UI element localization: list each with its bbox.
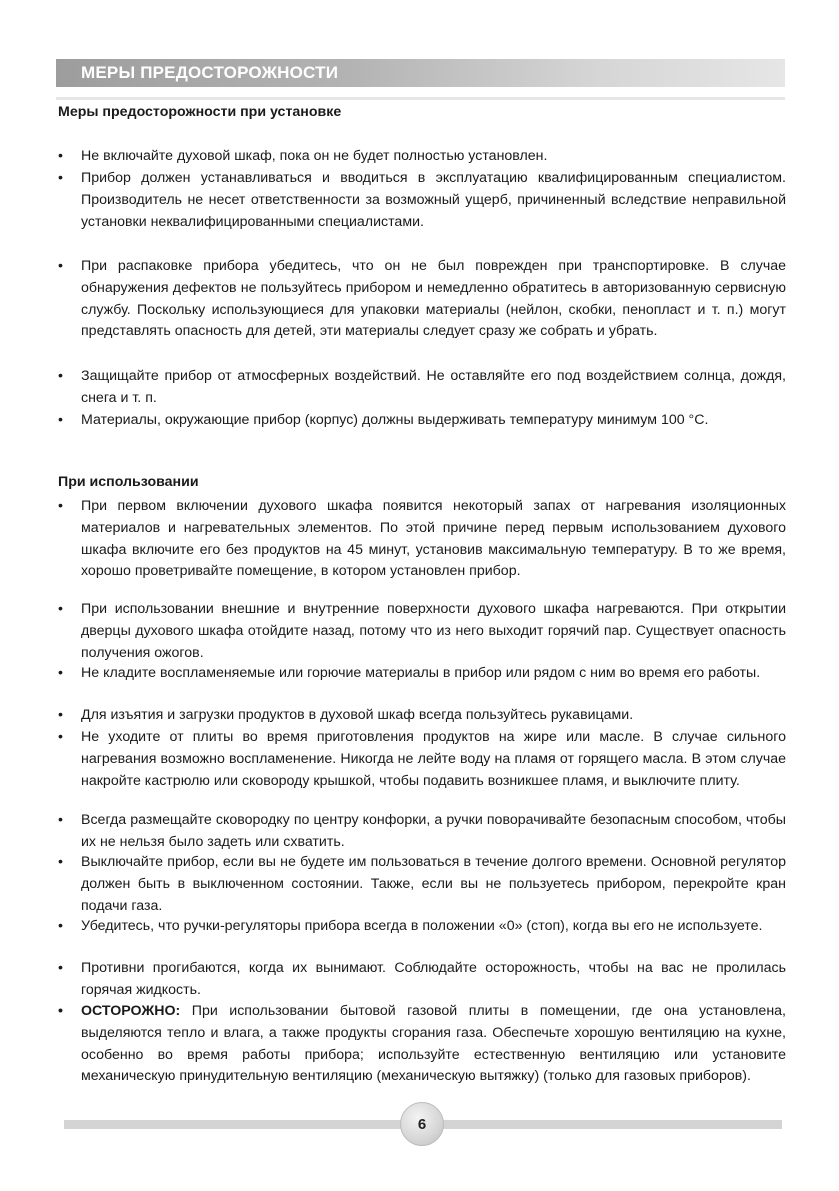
bullet-icon: • — [58, 601, 63, 617]
bullet-icon: • — [58, 812, 63, 828]
list-item-text: При использовании внешние и внутренние поверхности духового шкафа нагреваются. При открытии дверцы духового шкафа отойдите назад, потому что из него выходит горячий пар. Существует опасность получения ожогов. — [81, 601, 786, 661]
bullet-icon: • — [58, 1003, 63, 1019]
list-item-text: Прибор должен устанавливаться и вводиться в эксплуатацию квалифицированным специалистом. Производитель не несет ответственности за возможный ущерб, причиненный вследствие неправильной установки неквалифицированными специалистами. — [81, 170, 786, 230]
bullet-icon: • — [58, 368, 63, 384]
list-item — [58, 852, 786, 917]
bullet-icon: • — [58, 148, 63, 164]
list-item — [58, 916, 786, 938]
list-item-text: Не включайте духовой шкаф, пока он не будет полностью установлен. — [81, 148, 548, 164]
list-item-text: При первом включении духового шкафа появится некоторый запах от нагревания изоляционных материалов и нагревательных элементов. По этой причине перед первым использованием духового шкафа включите его без продуктов на 45 минут, установив максимальную температуру. В то же время, хорошо проветривайте помещение, в котором установлен прибор. — [81, 498, 786, 580]
list-item-text: Защищайте прибор от атмосферных воздействий. Не оставляйте его под воздействием солнца, дождя, снега и т. п. — [81, 368, 786, 406]
list-item — [58, 727, 786, 792]
list-item — [58, 958, 786, 1002]
warning-text: При использовании бытовой газовой плиты в помещении, где она установлена, выделяются тепло и влага, а также продукты сгорания газа. Обеспечьте хорошую вентиляцию на кухне, особенно во время работы прибора; используйте естественную вентиляцию или установите механическую принудительную вентиляцию (механическую вытяжку) (только для газовых приборов). — [81, 1003, 786, 1085]
warning-item — [58, 1001, 786, 1088]
warning-label: ОСТОРОЖНО: — [81, 1003, 181, 1019]
list-item-text: Не уходите от плиты во время приготовления продуктов на жире или масле. В случае сильного нагревания возможно воспламенение. Никогда не лейте воду на пламя от горящего масла. В этом случае накройте кастрюлю или сковороду крышкой, чтобы подавить возникшее пламя, и выключите плиту. — [81, 729, 786, 789]
list-item — [58, 146, 786, 168]
list-item-text: Материалы, окружающие прибор (корпус) должны выдерживать температуру минимум 100 °С. — [81, 412, 709, 428]
header-divider — [56, 97, 785, 100]
list-item-text: Убедитесь, что ручки-регуляторы прибора всегда в положении «0» (стоп), когда вы его не используете. — [81, 918, 763, 934]
usage-heading: При использовании — [58, 474, 199, 490]
bullet-icon: • — [58, 960, 63, 976]
list-item — [58, 496, 786, 583]
list-item — [58, 410, 786, 432]
warning-text-block — [81, 1001, 786, 1088]
bullet-icon: • — [58, 412, 63, 428]
section-header-bar — [56, 59, 785, 87]
list-item-text: Для изъятия и загрузки продуктов в духовой шкаф всегда пользуйтесь рукавицами. — [81, 707, 634, 723]
list-item — [58, 256, 786, 343]
page-number: 6 — [400, 1102, 444, 1146]
list-item — [58, 663, 786, 685]
list-item — [58, 810, 786, 854]
installation-heading: Меры предосторожности при установке — [58, 104, 342, 120]
bullet-icon: • — [58, 170, 63, 186]
list-item — [58, 599, 786, 664]
bullet-icon: • — [58, 854, 63, 870]
list-item — [58, 168, 786, 233]
bullet-icon: • — [58, 665, 63, 681]
list-item — [58, 366, 786, 410]
list-item — [58, 705, 786, 727]
bullet-icon: • — [58, 498, 63, 514]
list-item-text: Не кладите воспламеняемые или горючие материалы в прибор или рядом с ним во время его работы. — [81, 665, 761, 681]
list-item-text: Всегда размещайте сковородку по центру конфорки, а ручки поворачивайте безопасным способом, чтобы их не нельзя было задеть или схватить. — [81, 812, 786, 850]
bullet-icon: • — [58, 918, 63, 934]
bullet-icon: • — [58, 707, 63, 723]
page-title: МЕРЫ ПРЕДОСТОРОЖНОСТИ — [81, 63, 339, 82]
bullet-icon: • — [58, 729, 63, 745]
list-item-text: Выключайте прибор, если вы не будете им пользоваться в течение долгого времени. Основной регулятор должен быть в выключенном состоянии. Также, если вы не пользуетесь прибором, перекройте кран подачи газа. — [81, 854, 786, 914]
list-item-text: При распаковке прибора убедитесь, что он не был поврежден при транспортировке. В случае обнаружения дефектов не пользуйтесь прибором и немедленно обратитесь в авторизованную сервисную службу. Поскольку использующиеся для упаковки материалы (нейлон, скобки, пенопласт и т. п.) могут представлять опасность для детей, эти материалы следует сразу же собрать и убрать. — [81, 258, 786, 340]
bullet-icon: • — [58, 258, 63, 274]
list-item-text: Противни прогибаются, когда их вынимают. Соблюдайте осторожность, чтобы на вас не пролилась горячая жидкость. — [81, 960, 786, 998]
